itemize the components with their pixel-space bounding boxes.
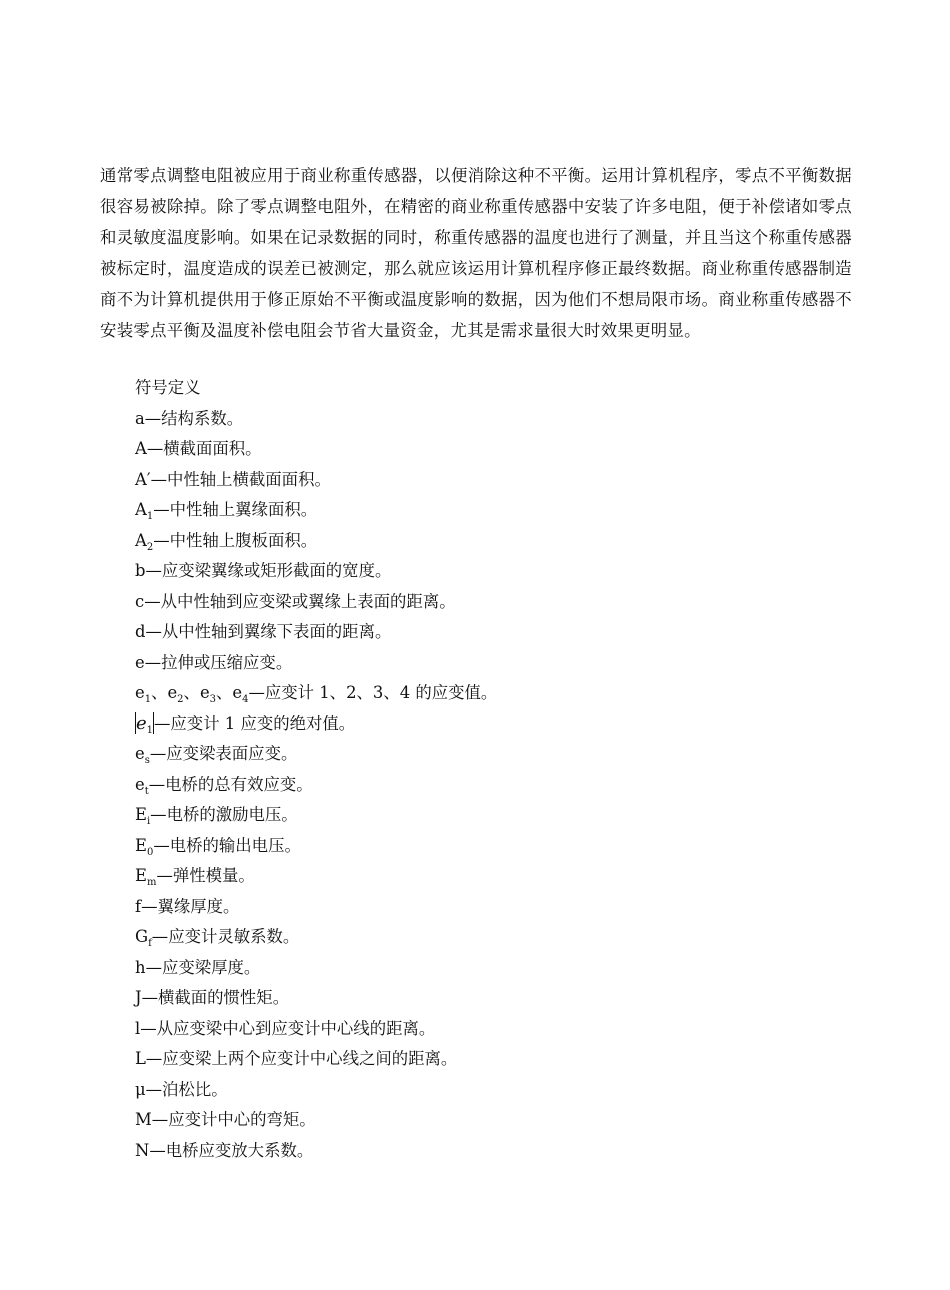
definition-text: —从应变梁中心到应变计中心线的距离。 xyxy=(140,1018,436,1038)
symbol-subscript: 1 xyxy=(146,511,154,522)
definition-item xyxy=(135,739,835,770)
symbol: A′ xyxy=(135,469,151,489)
definition-text: —从中性轴到翼缘下表面的距离。 xyxy=(145,622,392,641)
symbol: b xyxy=(135,561,146,580)
definition-item xyxy=(135,709,835,740)
definition-text: —中性轴上翼缘面积。 xyxy=(153,500,318,519)
symbol-definitions-list xyxy=(135,373,835,1166)
symbol: l xyxy=(135,1018,141,1038)
symbol-subscript: i xyxy=(146,816,151,827)
definition-text: —电桥应变放大系数。 xyxy=(149,1140,314,1160)
definition-text: —中性轴上腹板面积。 xyxy=(153,530,318,550)
definition-item xyxy=(135,922,835,953)
definition-text: —中性轴上横截面面积。 xyxy=(150,469,331,489)
definition-item xyxy=(135,526,835,557)
definition-text: —泊松比。 xyxy=(145,1079,228,1099)
symbol: G xyxy=(135,927,149,946)
definition-item xyxy=(135,587,835,618)
definition-item xyxy=(135,617,835,648)
definition-text: —横截面面积。 xyxy=(146,439,262,458)
symbol-subscript: 2 xyxy=(146,541,154,553)
separator: 、 xyxy=(216,683,233,702)
definition-text: —横截面的惯性矩。 xyxy=(141,988,290,1007)
symbol: E xyxy=(135,866,147,885)
symbol-subscript: t xyxy=(144,785,149,797)
definition-text: —应变梁表面应变。 xyxy=(149,744,298,763)
symbol: h xyxy=(135,957,146,977)
definition-text: —从中性轴到应变梁或翼缘上表面的距离。 xyxy=(144,591,456,611)
symbol: A xyxy=(135,500,147,519)
definition-item xyxy=(135,648,835,679)
definition-text: —电桥的激励电压。 xyxy=(150,805,298,824)
definition-text: —弹性模量。 xyxy=(156,866,255,885)
symbol: e xyxy=(135,683,145,702)
symbol-subscript: f xyxy=(148,938,152,949)
symbol: e xyxy=(167,683,178,702)
symbol: N xyxy=(135,1140,150,1160)
symbol: L xyxy=(135,1049,146,1068)
definition-item xyxy=(135,678,835,709)
symbol: e xyxy=(135,774,145,794)
symbol-subscript: m xyxy=(146,877,157,888)
symbol: E xyxy=(135,835,147,855)
symbol: c xyxy=(135,591,145,611)
definition-item xyxy=(135,434,835,465)
symbol: M xyxy=(135,1110,152,1129)
definition-item xyxy=(135,1136,835,1167)
definition-item xyxy=(135,1044,835,1075)
symbol: e xyxy=(232,683,243,702)
separator: 、 xyxy=(151,683,168,702)
definition-text: —结构系数。 xyxy=(144,408,244,428)
definition-item xyxy=(135,1014,835,1045)
definition-text: —应变梁上两个应变计中心线之间的距离。 xyxy=(145,1049,458,1068)
symbol: e xyxy=(135,744,145,763)
separator: 、 xyxy=(183,683,200,702)
intro-paragraph: 通常零点调整电阻被应用于商业称重传感器，以便消除这种不平衡。运用计算机程序，零点不平衡数据很容易被除掉。除了零点调整电阻外，在精密的商业称重传感器中安装了许多电阻，便于补偿诸如零点和灵敏度温度影响。如果在记录数据的同时，称重传感器的温度也进行了测量，并且当这个称重传感器被标定时，温度造成的误差已被测定，那么就应该运用计算机程序修正最终数据。商业称重传感器制造商不为计算机提供用于修正原始不平衡或温度影响的数据，因为他们不想局限市场。商业称重传感器不安装零点平衡及温度补偿电阻会节省大量资金，尤其是需求量很大时效果更明显。 xyxy=(100,166,852,340)
symbol-subscript: 2 xyxy=(177,694,184,705)
definition-text: —应变计 1 应变的绝对值。 xyxy=(154,713,356,733)
definition-text: —电桥的总有效应变。 xyxy=(148,774,313,794)
symbol-subscript: 1 xyxy=(146,724,154,736)
symbol: A xyxy=(135,439,147,458)
symbol: μ xyxy=(135,1079,146,1099)
definition-item xyxy=(135,831,835,862)
definition-text: —应变梁厚度。 xyxy=(145,957,261,977)
definition-item xyxy=(135,800,835,831)
definition-text: —应变计灵敏系数。 xyxy=(151,927,300,946)
symbol: d xyxy=(135,622,146,641)
definition-text: —应变计 1、2、3、4 的应变值。 xyxy=(248,683,498,702)
symbol: e xyxy=(199,683,210,702)
symbol-subscript: 3 xyxy=(209,694,217,705)
definition-text: —应变梁翼缘或矩形截面的宽度。 xyxy=(145,561,392,580)
symbol: J xyxy=(135,988,142,1007)
definition-text: —拉伸或压缩应变。 xyxy=(144,652,293,672)
section-heading: 符号定义 xyxy=(135,378,201,397)
definition-item xyxy=(135,404,835,435)
symbol: e xyxy=(136,712,147,734)
definition-item xyxy=(135,953,835,984)
symbol: e xyxy=(135,652,145,672)
symbol: f xyxy=(135,896,142,916)
definition-item xyxy=(135,556,835,587)
definition-item xyxy=(135,1075,835,1106)
symbol-subscript: 1 xyxy=(144,694,152,705)
definition-item xyxy=(135,1105,835,1136)
definition-item xyxy=(135,495,835,526)
definition-item xyxy=(135,770,835,801)
definition-text: —电桥的输出电压。 xyxy=(153,835,301,855)
definition-item xyxy=(135,983,835,1014)
definition-item xyxy=(135,465,835,496)
definition-item xyxy=(135,861,835,892)
symbol-subscript: s xyxy=(144,755,150,766)
symbol: a xyxy=(135,408,145,428)
symbol: A xyxy=(135,530,147,550)
symbol: E xyxy=(135,805,147,824)
symbol-subscript: 0 xyxy=(146,846,154,858)
definition-text: —翼缘厚度。 xyxy=(141,896,240,916)
symbol-subscript: 4 xyxy=(242,694,249,705)
definition-item xyxy=(135,892,835,923)
definition-text: —应变计中心的弯矩。 xyxy=(151,1110,316,1129)
